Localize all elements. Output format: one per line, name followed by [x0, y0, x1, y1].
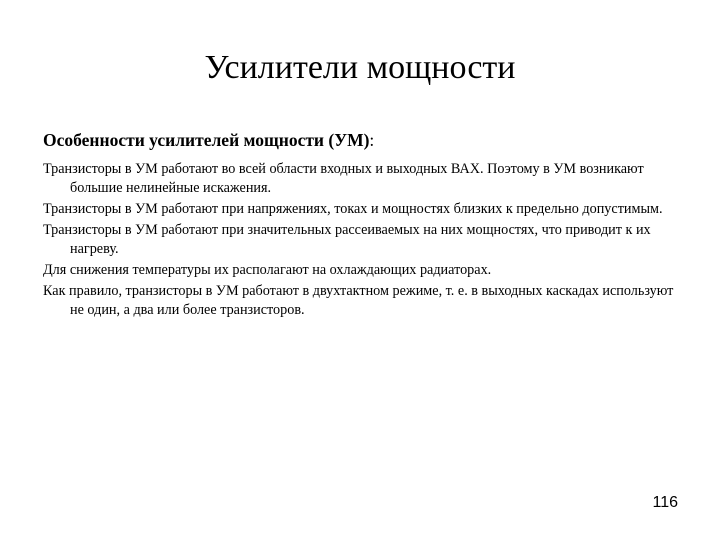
section-heading: [43, 128, 683, 152]
page-number: 116: [652, 494, 678, 511]
list-item: Транзисторы в УМ работают при значительных рассеиваемых на них мощностях, что приводит к их нагреву.: [43, 222, 651, 257]
list-item: Транзисторы в УМ работают при напряжениях, токах и мощностях близких к предельно допустимым.: [43, 201, 663, 217]
slide-title: Усилители мощности: [204, 49, 516, 86]
slide-content: [43, 128, 683, 322]
section-heading-text: Особенности усилителей мощности (УМ): [43, 130, 370, 150]
list-item: Как правило, транзисторы в УМ работают в двухтактном режиме, т. е. в выходных каскадах используют не один, а два или более транзисторов.: [43, 283, 674, 318]
list-item: Для снижения температуры их располагают на охлаждающих радиаторах.: [43, 262, 492, 278]
feature-list: [43, 160, 683, 320]
list-item: Транзисторы в УМ работают во всей области входных и выходных ВАХ. Поэтому в УМ возникают большие нелинейные искажения.: [43, 161, 644, 196]
section-heading-colon: :: [369, 130, 375, 150]
